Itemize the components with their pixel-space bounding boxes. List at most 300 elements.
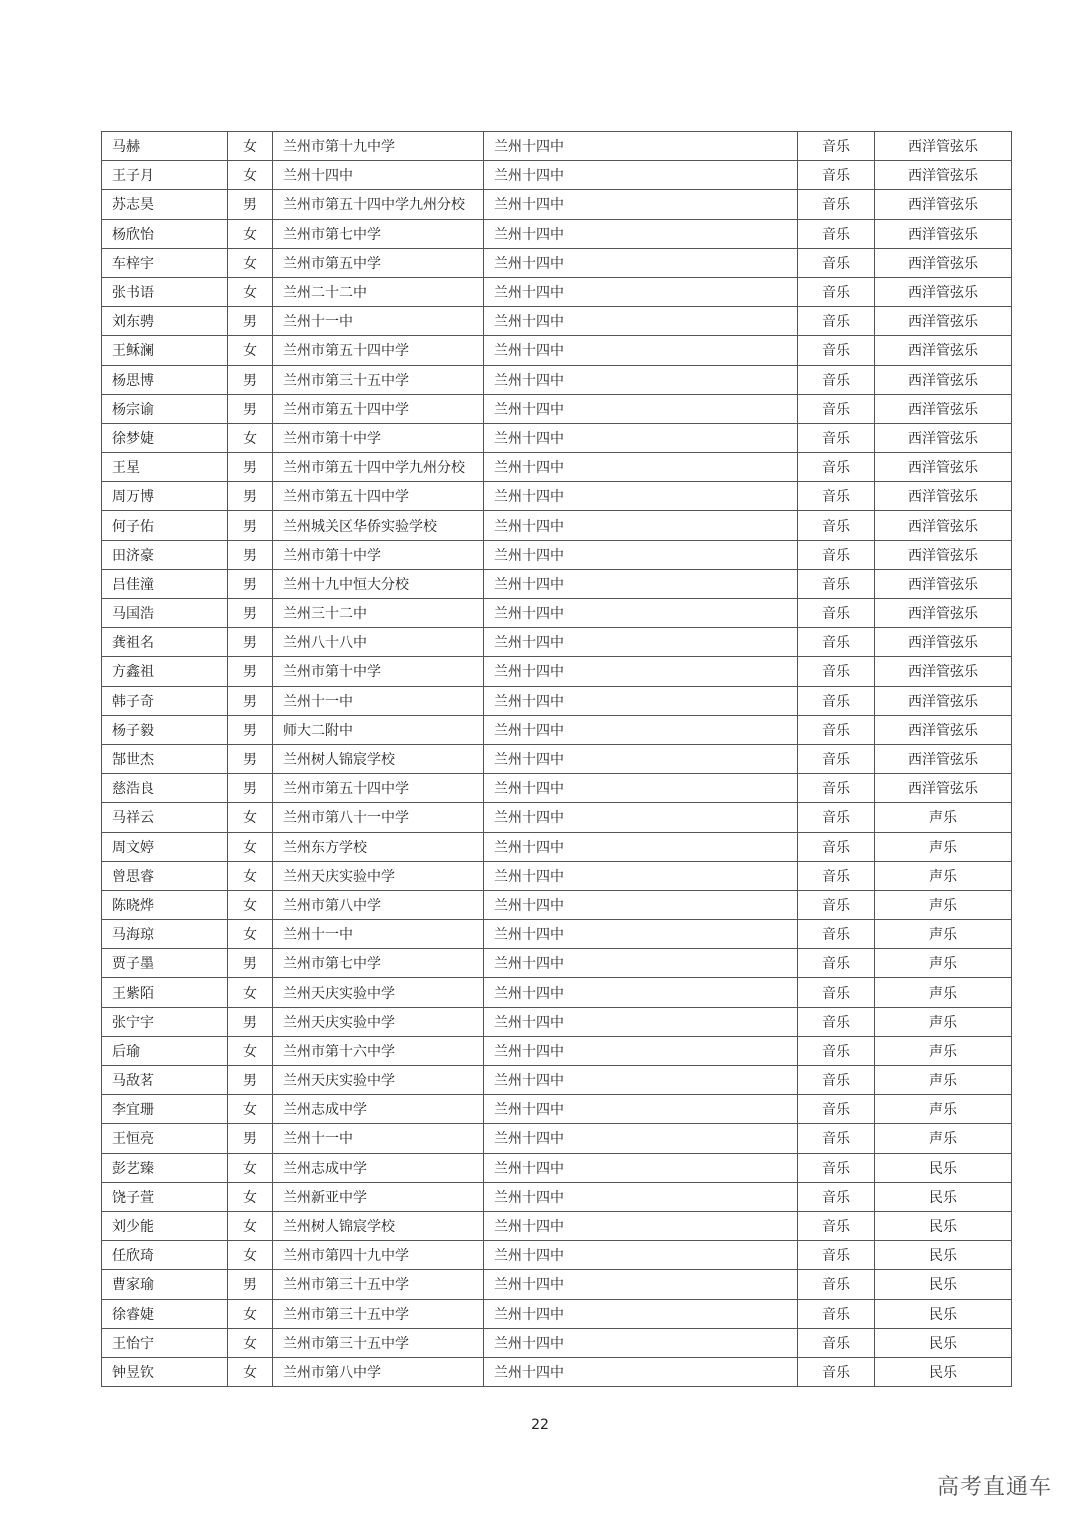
category-cell: 声乐 [875,1095,1012,1124]
category-cell: 西洋管弦乐 [875,423,1012,452]
student-name-cell: 贾子墨 [102,949,228,978]
gender-cell: 女 [228,1036,273,1065]
table-row [102,599,1012,628]
category-cell: 西洋管弦乐 [875,365,1012,394]
table-row [102,336,1012,365]
student-name-cell: 马海琼 [102,920,228,949]
origin-school-cell: 兰州市第五中学 [273,248,484,277]
origin-school-cell: 兰州十一中 [273,307,484,336]
subject-cell: 音乐 [798,394,875,423]
category-cell: 民乐 [875,1357,1012,1386]
admitted-school-cell: 兰州十四中 [484,423,798,452]
student-name-cell: 慈浩良 [102,774,228,803]
gender-cell: 女 [228,920,273,949]
subject-cell: 音乐 [798,832,875,861]
gender-cell: 女 [228,277,273,306]
origin-school-cell: 兰州市第五十四中学 [273,482,484,511]
origin-school-cell: 兰州天庆实验中学 [273,978,484,1007]
student-name-cell: 韩子奇 [102,686,228,715]
gender-cell: 女 [228,132,273,161]
origin-school-cell: 兰州市第五十四中学 [273,774,484,803]
category-cell: 声乐 [875,920,1012,949]
gender-cell: 男 [228,540,273,569]
student-name-cell: 饶子萱 [102,1182,228,1211]
admitted-school-cell: 兰州十四中 [484,1357,798,1386]
gender-cell: 男 [228,1066,273,1095]
origin-school-cell: 兰州十一中 [273,1124,484,1153]
page-number: 22 [531,1417,549,1433]
student-name-cell: 马赫 [102,132,228,161]
subject-cell: 音乐 [798,1270,875,1299]
admitted-school-cell: 兰州十四中 [484,920,798,949]
student-name-cell: 杨欣怡 [102,219,228,248]
admitted-school-cell: 兰州十四中 [484,1153,798,1182]
table-row [102,394,1012,423]
student-name-cell: 刘少能 [102,1211,228,1240]
gender-cell: 男 [228,774,273,803]
student-name-cell: 方鑫祖 [102,657,228,686]
subject-cell: 音乐 [798,190,875,219]
subject-cell: 音乐 [798,1153,875,1182]
origin-school-cell: 兰州市第四十九中学 [273,1241,484,1270]
gender-cell: 女 [228,890,273,919]
gender-cell: 男 [228,657,273,686]
table-row [102,978,1012,1007]
student-roster-table [101,131,1012,1387]
table-row [102,132,1012,161]
origin-school-cell: 兰州市第七中学 [273,219,484,248]
admitted-school-cell: 兰州十四中 [484,686,798,715]
category-cell: 西洋管弦乐 [875,219,1012,248]
category-cell: 西洋管弦乐 [875,599,1012,628]
admitted-school-cell: 兰州十四中 [484,832,798,861]
gender-cell: 女 [228,1211,273,1240]
student-name-cell: 钟昱钦 [102,1357,228,1386]
admitted-school-cell: 兰州十四中 [484,744,798,773]
origin-school-cell: 兰州八十八中 [273,628,484,657]
category-cell: 声乐 [875,1007,1012,1036]
origin-school-cell: 兰州市第十中学 [273,423,484,452]
gender-cell: 女 [228,1357,273,1386]
admitted-school-cell: 兰州十四中 [484,219,798,248]
subject-cell: 音乐 [798,161,875,190]
student-name-cell: 任欣琦 [102,1241,228,1270]
table-row [102,1211,1012,1240]
admitted-school-cell: 兰州十四中 [484,453,798,482]
subject-cell: 音乐 [798,365,875,394]
table-row [102,277,1012,306]
subject-cell: 音乐 [798,803,875,832]
table-row [102,715,1012,744]
student-name-cell: 王恒亮 [102,1124,228,1153]
subject-cell: 音乐 [798,657,875,686]
table-row [102,248,1012,277]
subject-cell: 音乐 [798,336,875,365]
category-cell: 声乐 [875,1066,1012,1095]
category-cell: 声乐 [875,890,1012,919]
category-cell: 声乐 [875,1124,1012,1153]
table-row [102,1036,1012,1065]
category-cell: 民乐 [875,1328,1012,1357]
student-name-cell: 马祥云 [102,803,228,832]
origin-school-cell: 兰州十九中恒大分校 [273,569,484,598]
admitted-school-cell: 兰州十四中 [484,190,798,219]
student-name-cell: 周文婷 [102,832,228,861]
student-name-cell: 杨思博 [102,365,228,394]
student-name-cell: 刘东骋 [102,307,228,336]
subject-cell: 音乐 [798,744,875,773]
origin-school-cell: 师大二附中 [273,715,484,744]
gender-cell: 女 [228,861,273,890]
table-row [102,657,1012,686]
student-name-cell: 郜世杰 [102,744,228,773]
gender-cell: 女 [228,248,273,277]
category-cell: 民乐 [875,1153,1012,1182]
category-cell: 西洋管弦乐 [875,657,1012,686]
subject-cell: 音乐 [798,277,875,306]
admitted-school-cell: 兰州十四中 [484,394,798,423]
student-name-cell: 吕佳潼 [102,569,228,598]
gender-cell: 男 [228,569,273,598]
admitted-school-cell: 兰州十四中 [484,1036,798,1065]
subject-cell: 音乐 [798,1328,875,1357]
gender-cell: 男 [228,190,273,219]
student-name-cell: 王紫陌 [102,978,228,1007]
gender-cell: 女 [228,1328,273,1357]
origin-school-cell: 兰州天庆实验中学 [273,861,484,890]
student-name-cell: 彭艺臻 [102,1153,228,1182]
admitted-school-cell: 兰州十四中 [484,1241,798,1270]
subject-cell: 音乐 [798,949,875,978]
category-cell: 声乐 [875,978,1012,1007]
admitted-school-cell: 兰州十四中 [484,1299,798,1328]
origin-school-cell: 兰州市第三十五中学 [273,1270,484,1299]
gender-cell: 男 [228,949,273,978]
student-name-cell: 曾思睿 [102,861,228,890]
origin-school-cell: 兰州天庆实验中学 [273,1007,484,1036]
table-row [102,540,1012,569]
student-name-cell: 徐睿婕 [102,1299,228,1328]
subject-cell: 音乐 [798,1211,875,1240]
category-cell: 西洋管弦乐 [875,628,1012,657]
subject-cell: 音乐 [798,1241,875,1270]
admitted-school-cell: 兰州十四中 [484,248,798,277]
subject-cell: 音乐 [798,715,875,744]
admitted-school-cell: 兰州十四中 [484,132,798,161]
category-cell: 西洋管弦乐 [875,277,1012,306]
admitted-school-cell: 兰州十四中 [484,890,798,919]
student-name-cell: 张宁宇 [102,1007,228,1036]
category-cell: 民乐 [875,1241,1012,1270]
gender-cell: 女 [228,1241,273,1270]
origin-school-cell: 兰州志成中学 [273,1095,484,1124]
category-cell: 民乐 [875,1299,1012,1328]
subject-cell: 音乐 [798,1066,875,1095]
origin-school-cell: 兰州市第三十五中学 [273,1328,484,1357]
table-row [102,803,1012,832]
gender-cell: 男 [228,628,273,657]
subject-cell: 音乐 [798,861,875,890]
table-row [102,1241,1012,1270]
subject-cell: 音乐 [798,248,875,277]
gender-cell: 男 [228,365,273,394]
gender-cell: 女 [228,803,273,832]
table-row [102,1095,1012,1124]
subject-cell: 音乐 [798,482,875,511]
student-name-cell: 田济豪 [102,540,228,569]
student-name-cell: 后瑜 [102,1036,228,1065]
origin-school-cell: 兰州市第八中学 [273,890,484,919]
admitted-school-cell: 兰州十四中 [484,1007,798,1036]
origin-school-cell: 兰州二十二中 [273,277,484,306]
gender-cell: 女 [228,423,273,452]
gender-cell: 女 [228,1153,273,1182]
student-name-cell: 张书语 [102,277,228,306]
category-cell: 西洋管弦乐 [875,774,1012,803]
admitted-school-cell: 兰州十四中 [484,715,798,744]
student-name-cell: 苏志昊 [102,190,228,219]
category-cell: 民乐 [875,1182,1012,1211]
subject-cell: 音乐 [798,686,875,715]
origin-school-cell: 兰州天庆实验中学 [273,1066,484,1095]
student-name-cell: 曹家瑜 [102,1270,228,1299]
origin-school-cell: 兰州新亚中学 [273,1182,484,1211]
table-row [102,423,1012,452]
gender-cell: 男 [228,453,273,482]
admitted-school-cell: 兰州十四中 [484,1124,798,1153]
table-row [102,920,1012,949]
admitted-school-cell: 兰州十四中 [484,1270,798,1299]
gender-cell: 女 [228,1299,273,1328]
student-name-cell: 王子月 [102,161,228,190]
admitted-school-cell: 兰州十四中 [484,949,798,978]
subject-cell: 音乐 [798,1357,875,1386]
table-row [102,219,1012,248]
category-cell: 声乐 [875,861,1012,890]
student-name-cell: 陈晓烨 [102,890,228,919]
admitted-school-cell: 兰州十四中 [484,1182,798,1211]
subject-cell: 音乐 [798,453,875,482]
admitted-school-cell: 兰州十四中 [484,161,798,190]
category-cell: 声乐 [875,949,1012,978]
category-cell: 西洋管弦乐 [875,132,1012,161]
table-row [102,1007,1012,1036]
table-row [102,744,1012,773]
origin-school-cell: 兰州树人锦宸学校 [273,744,484,773]
table-row [102,1066,1012,1095]
origin-school-cell: 兰州市第八中学 [273,1357,484,1386]
student-name-cell: 车梓宇 [102,248,228,277]
admitted-school-cell: 兰州十四中 [484,482,798,511]
subject-cell: 音乐 [798,978,875,1007]
category-cell: 西洋管弦乐 [875,161,1012,190]
subject-cell: 音乐 [798,1095,875,1124]
category-cell: 西洋管弦乐 [875,511,1012,540]
admitted-school-cell: 兰州十四中 [484,336,798,365]
gender-cell: 男 [228,511,273,540]
origin-school-cell: 兰州市第十六中学 [273,1036,484,1065]
table-row [102,1124,1012,1153]
subject-cell: 音乐 [798,540,875,569]
student-name-cell: 何子佑 [102,511,228,540]
student-name-cell: 杨宗谕 [102,394,228,423]
category-cell: 西洋管弦乐 [875,453,1012,482]
origin-school-cell: 兰州东方学校 [273,832,484,861]
category-cell: 声乐 [875,832,1012,861]
category-cell: 西洋管弦乐 [875,190,1012,219]
subject-cell: 音乐 [798,423,875,452]
table-row [102,482,1012,511]
gender-cell: 男 [228,1270,273,1299]
table-row [102,949,1012,978]
gender-cell: 男 [228,394,273,423]
category-cell: 声乐 [875,803,1012,832]
table-row [102,511,1012,540]
table-row [102,861,1012,890]
subject-cell: 音乐 [798,569,875,598]
origin-school-cell: 兰州十一中 [273,920,484,949]
subject-cell: 音乐 [798,599,875,628]
gender-cell: 女 [228,219,273,248]
subject-cell: 音乐 [798,307,875,336]
origin-school-cell: 兰州市第五十四中学 [273,336,484,365]
subject-cell: 音乐 [798,920,875,949]
gender-cell: 男 [228,1007,273,1036]
table-row [102,1357,1012,1386]
category-cell: 西洋管弦乐 [875,715,1012,744]
admitted-school-cell: 兰州十四中 [484,803,798,832]
category-cell: 西洋管弦乐 [875,307,1012,336]
table-row [102,1299,1012,1328]
gender-cell: 男 [228,482,273,511]
category-cell: 声乐 [875,1036,1012,1065]
table-row [102,890,1012,919]
origin-school-cell: 兰州市第五十四中学 [273,394,484,423]
gender-cell: 男 [228,744,273,773]
subject-cell: 音乐 [798,132,875,161]
gender-cell: 男 [228,715,273,744]
origin-school-cell: 兰州市第三十五中学 [273,1299,484,1328]
category-cell: 西洋管弦乐 [875,569,1012,598]
category-cell: 西洋管弦乐 [875,744,1012,773]
student-name-cell: 马敌茗 [102,1066,228,1095]
origin-school-cell: 兰州树人锦宸学校 [273,1211,484,1240]
admitted-school-cell: 兰州十四中 [484,277,798,306]
student-name-cell: 马国浩 [102,599,228,628]
origin-school-cell: 兰州城关区华侨实验学校 [273,511,484,540]
origin-school-cell: 兰州三十二中 [273,599,484,628]
watermark: 高考直通车 [936,1475,1052,1500]
student-name-cell: 龚祖名 [102,628,228,657]
table-row [102,1153,1012,1182]
admitted-school-cell: 兰州十四中 [484,599,798,628]
subject-cell: 音乐 [798,511,875,540]
table-row [102,628,1012,657]
gender-cell: 女 [228,1095,273,1124]
subject-cell: 音乐 [798,1036,875,1065]
admitted-school-cell: 兰州十四中 [484,1095,798,1124]
gender-cell: 男 [228,599,273,628]
gender-cell: 女 [228,978,273,1007]
subject-cell: 音乐 [798,628,875,657]
origin-school-cell: 兰州十一中 [273,686,484,715]
subject-cell: 音乐 [798,1007,875,1036]
gender-cell: 男 [228,686,273,715]
student-name-cell: 王星 [102,453,228,482]
origin-school-cell: 兰州市第三十五中学 [273,365,484,394]
student-name-cell: 周万博 [102,482,228,511]
student-name-cell: 杨子毅 [102,715,228,744]
subject-cell: 音乐 [798,1299,875,1328]
table-row [102,686,1012,715]
table-row [102,1328,1012,1357]
admitted-school-cell: 兰州十四中 [484,657,798,686]
table-row [102,774,1012,803]
origin-school-cell: 兰州市第五十四中学九州分校 [273,190,484,219]
table-row [102,832,1012,861]
origin-school-cell: 兰州市第七中学 [273,949,484,978]
table-row [102,453,1012,482]
admitted-school-cell: 兰州十四中 [484,1211,798,1240]
origin-school-cell: 兰州市第十九中学 [273,132,484,161]
origin-school-cell: 兰州志成中学 [273,1153,484,1182]
origin-school-cell: 兰州市第八十一中学 [273,803,484,832]
table-row [102,365,1012,394]
origin-school-cell: 兰州十四中 [273,161,484,190]
table-row [102,161,1012,190]
category-cell: 西洋管弦乐 [875,540,1012,569]
category-cell: 西洋管弦乐 [875,482,1012,511]
table-row [102,307,1012,336]
category-cell: 民乐 [875,1270,1012,1299]
table-row [102,1270,1012,1299]
subject-cell: 音乐 [798,890,875,919]
admitted-school-cell: 兰州十四中 [484,511,798,540]
origin-school-cell: 兰州市第十中学 [273,657,484,686]
gender-cell: 女 [228,336,273,365]
admitted-school-cell: 兰州十四中 [484,540,798,569]
subject-cell: 音乐 [798,1124,875,1153]
student-name-cell: 王怡宁 [102,1328,228,1357]
gender-cell: 女 [228,832,273,861]
admitted-school-cell: 兰州十四中 [484,365,798,394]
admitted-school-cell: 兰州十四中 [484,1066,798,1095]
origin-school-cell: 兰州市第十中学 [273,540,484,569]
admitted-school-cell: 兰州十四中 [484,774,798,803]
student-name-cell: 徐梦婕 [102,423,228,452]
table-row [102,190,1012,219]
table-row [102,1182,1012,1211]
gender-cell: 男 [228,1124,273,1153]
admitted-school-cell: 兰州十四中 [484,569,798,598]
student-name-cell: 李宜珊 [102,1095,228,1124]
gender-cell: 女 [228,161,273,190]
student-name-cell: 王稣澜 [102,336,228,365]
gender-cell: 男 [228,307,273,336]
roster-body [102,132,1012,1387]
admitted-school-cell: 兰州十四中 [484,307,798,336]
category-cell: 民乐 [875,1211,1012,1240]
subject-cell: 音乐 [798,1182,875,1211]
category-cell: 西洋管弦乐 [875,248,1012,277]
table-row [102,569,1012,598]
admitted-school-cell: 兰州十四中 [484,978,798,1007]
origin-school-cell: 兰州市第五十四中学九州分校 [273,453,484,482]
subject-cell: 音乐 [798,774,875,803]
admitted-school-cell: 兰州十四中 [484,861,798,890]
gender-cell: 女 [228,1182,273,1211]
category-cell: 西洋管弦乐 [875,394,1012,423]
